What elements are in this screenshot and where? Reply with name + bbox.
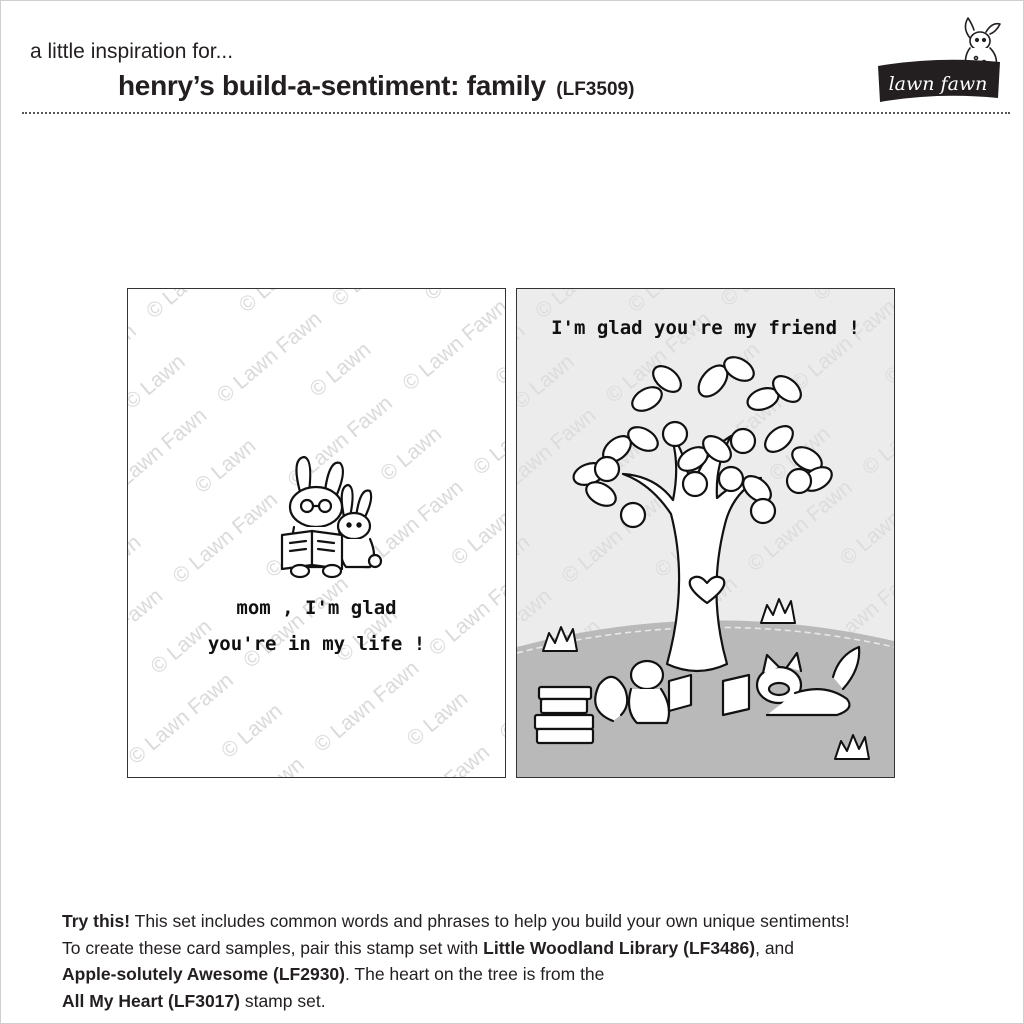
sentiment-friend: I'm glad you're my friend ! [551, 317, 860, 339]
footer-line-2-text: To create these card samples, pair this stamp set with [62, 937, 484, 958]
grass-tuft [761, 599, 795, 623]
lawn-fawn-logo [874, 8, 1004, 103]
footer-notes [62, 908, 850, 1014]
fawn-icon [965, 18, 1000, 66]
product-code: (LF3509) [556, 79, 635, 100]
card-left [127, 288, 506, 778]
footer-line-4 [62, 988, 850, 1015]
sentiment-line-1: mom , I'm glad [236, 597, 397, 619]
kicker-text: a little inspiration for... [30, 40, 234, 63]
dotted-divider [22, 112, 1010, 114]
grass-tuft [543, 627, 577, 651]
footer-line-2-tail: , and [755, 937, 795, 958]
try-this-label: Try this! [62, 911, 131, 931]
logo-wordmark: lawn fawn [888, 73, 988, 95]
footer-line-1 [62, 908, 850, 935]
footer-line-3 [62, 961, 850, 988]
card-right [516, 288, 895, 778]
apple-tree-scene-illustration [517, 289, 894, 777]
page-title: henry’s build-a-sentiment: family [118, 70, 546, 101]
title-row [118, 70, 634, 102]
sentiment-line-2: you're in my life ! [207, 633, 426, 655]
product-link-apple-solutely: Apple-solutely Awesome (LF2930) [62, 964, 345, 984]
product-link-all-my-heart: All My Heart (LF3017) [62, 990, 240, 1011]
product-link-woodland-library: Little Woodland Library (LF3486) [483, 937, 756, 958]
footer-line-3-text: . The heart on the tree is from the [345, 964, 605, 984]
book-stack [535, 687, 593, 743]
footer-line-1-text: This set includes common words and phrases to help you build your own unique sentiments! [130, 911, 850, 931]
bunnies-reading-illustration [128, 289, 505, 777]
footer-line-2 [62, 935, 850, 962]
footer-line-4-text: stamp set. [239, 990, 326, 1011]
